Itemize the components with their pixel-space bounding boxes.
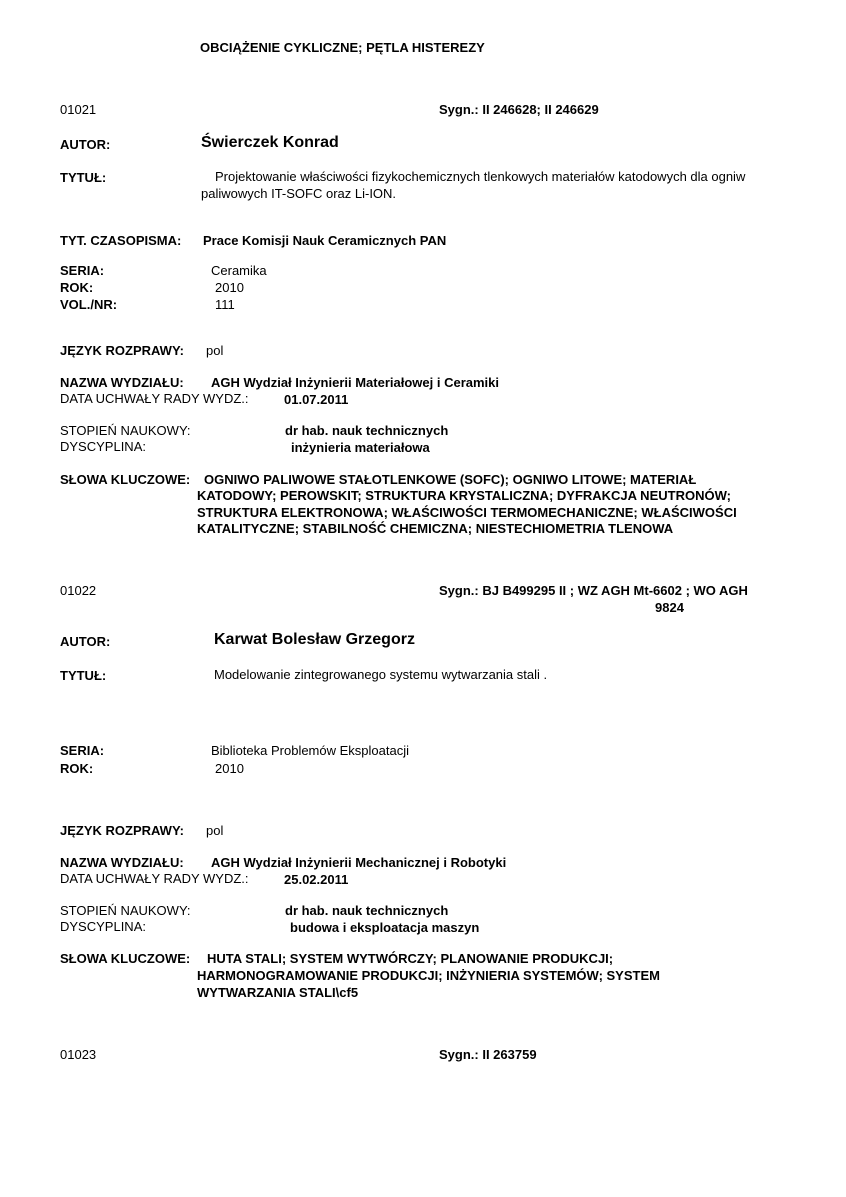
discipline-label: DYSCYPLINA:: [60, 439, 146, 454]
date-label: DATA UCHWAŁY RADY WYDZ.:: [60, 871, 249, 886]
vol-value: 111: [215, 297, 235, 312]
title-line: Modelowanie zintegrowanego systemu wytwarzania stali .: [214, 667, 548, 682]
year-label: ROK:: [60, 761, 94, 776]
author-name: Karwat Bolesław Grzegorz: [214, 631, 415, 648]
keywords-line: WYTWARZANIA STALI\cf5: [197, 985, 359, 1000]
record-number: 01022: [60, 583, 97, 598]
discipline-value: budowa i eksploatacja maszyn: [290, 920, 480, 935]
signature: Sygn.: BJ B499295 II ; WZ AGH Mt-6602 ; WO AGH: [439, 583, 748, 598]
title-line: paliwowych IT-SOFC oraz Li-ION.: [201, 186, 397, 201]
keywords-line: KATALITYCZNE; STABILNOŚĆ CHEMICZNA; NIESTECHIOMETRIA TLENOWA: [197, 521, 674, 536]
keywords-line: KATODOWY; PEROWSKIT; STRUKTURA KRYSTALICZNA; DYFRAKCJA NEUTRONÓW;: [197, 488, 731, 503]
vol-label: VOL./NR:: [60, 297, 118, 312]
date-value: 01.07.2011: [284, 392, 349, 407]
keywords-label: SŁOWA KLUCZOWE:: [60, 472, 191, 487]
language-label: JĘZYK ROZPRAWY:: [60, 823, 184, 838]
date-value: 25.02.2011: [284, 872, 349, 887]
author-label: AUTOR:: [60, 634, 111, 649]
faculty-value: AGH Wydział Inżynierii Mechanicznej i Robotyki: [211, 855, 507, 870]
keywords-line: STRUKTURA ELEKTRONOWA; WŁAŚCIWOŚCI TERMOMECHANICZNE; WŁAŚCIWOŚCI: [197, 505, 737, 520]
title-label: TYTUŁ:: [60, 170, 107, 185]
record-number: 01021: [60, 102, 97, 117]
signature-continued: 9824: [655, 600, 684, 615]
faculty-label: NAZWA WYDZIAŁU:: [60, 375, 184, 390]
series-label: SERIA:: [60, 263, 105, 278]
keywords-line: HARMONOGRAMOWANIE PRODUKCJI; INŻYNIERIA SYSTEMÓW; SYSTEM: [197, 968, 660, 983]
degree-label: STOPIEŃ NAUKOWY:: [60, 903, 191, 918]
degree-label: STOPIEŃ NAUKOWY:: [60, 423, 191, 438]
year-value: 2010: [215, 761, 244, 776]
faculty-label: NAZWA WYDZIAŁU:: [60, 855, 184, 870]
keywords-line: HUTA STALI; SYSTEM WYTWÓRCZY; PLANOWANIE PRODUKCJI;: [207, 951, 614, 966]
degree-value: dr hab. nauk technicznych: [285, 903, 449, 918]
series-value: Ceramika: [211, 263, 267, 278]
journal-label: TYT. CZASOPISMA:: [60, 233, 182, 248]
keywords-label: SŁOWA KLUCZOWE:: [60, 951, 191, 966]
record-number: 01023: [60, 1047, 97, 1062]
title-label: TYTUŁ:: [60, 668, 107, 683]
author-name: Świerczek Konrad: [201, 134, 339, 151]
language-value: pol: [206, 343, 224, 358]
year-label: ROK:: [60, 280, 94, 295]
keywords-line: OGNIWO PALIWOWE STAŁOTLENKOWE (SOFC); OGNIWO LITOWE; MATERIAŁ: [204, 472, 697, 487]
degree-value: dr hab. nauk technicznych: [285, 423, 449, 438]
signature: Sygn.: II 263759: [439, 1047, 537, 1062]
page-title: OBCIĄŻENIE CYKLICZNE; PĘTLA HISTEREZY: [200, 40, 485, 55]
signature: Sygn.: II 246628; II 246629: [439, 102, 599, 117]
series-value: Biblioteka Problemów Eksploatacji: [211, 743, 409, 758]
title-line: Projektowanie właściwości fizykochemicznych tlenkowych materiałów katodowych dla ogniw: [215, 169, 746, 184]
series-label: SERIA:: [60, 743, 105, 758]
journal-name: Prace Komisji Nauk Ceramicznych PAN: [203, 233, 447, 248]
year-value: 2010: [215, 280, 244, 295]
language-label: JĘZYK ROZPRAWY:: [60, 343, 184, 358]
discipline-value: inżynieria materiałowa: [291, 440, 430, 455]
faculty-value: AGH Wydział Inżynierii Materiałowej i Ceramiki: [211, 375, 500, 390]
author-label: AUTOR:: [60, 137, 111, 152]
language-value: pol: [206, 823, 224, 838]
date-label: DATA UCHWAŁY RADY WYDZ.:: [60, 391, 249, 406]
discipline-label: DYSCYPLINA:: [60, 919, 146, 934]
